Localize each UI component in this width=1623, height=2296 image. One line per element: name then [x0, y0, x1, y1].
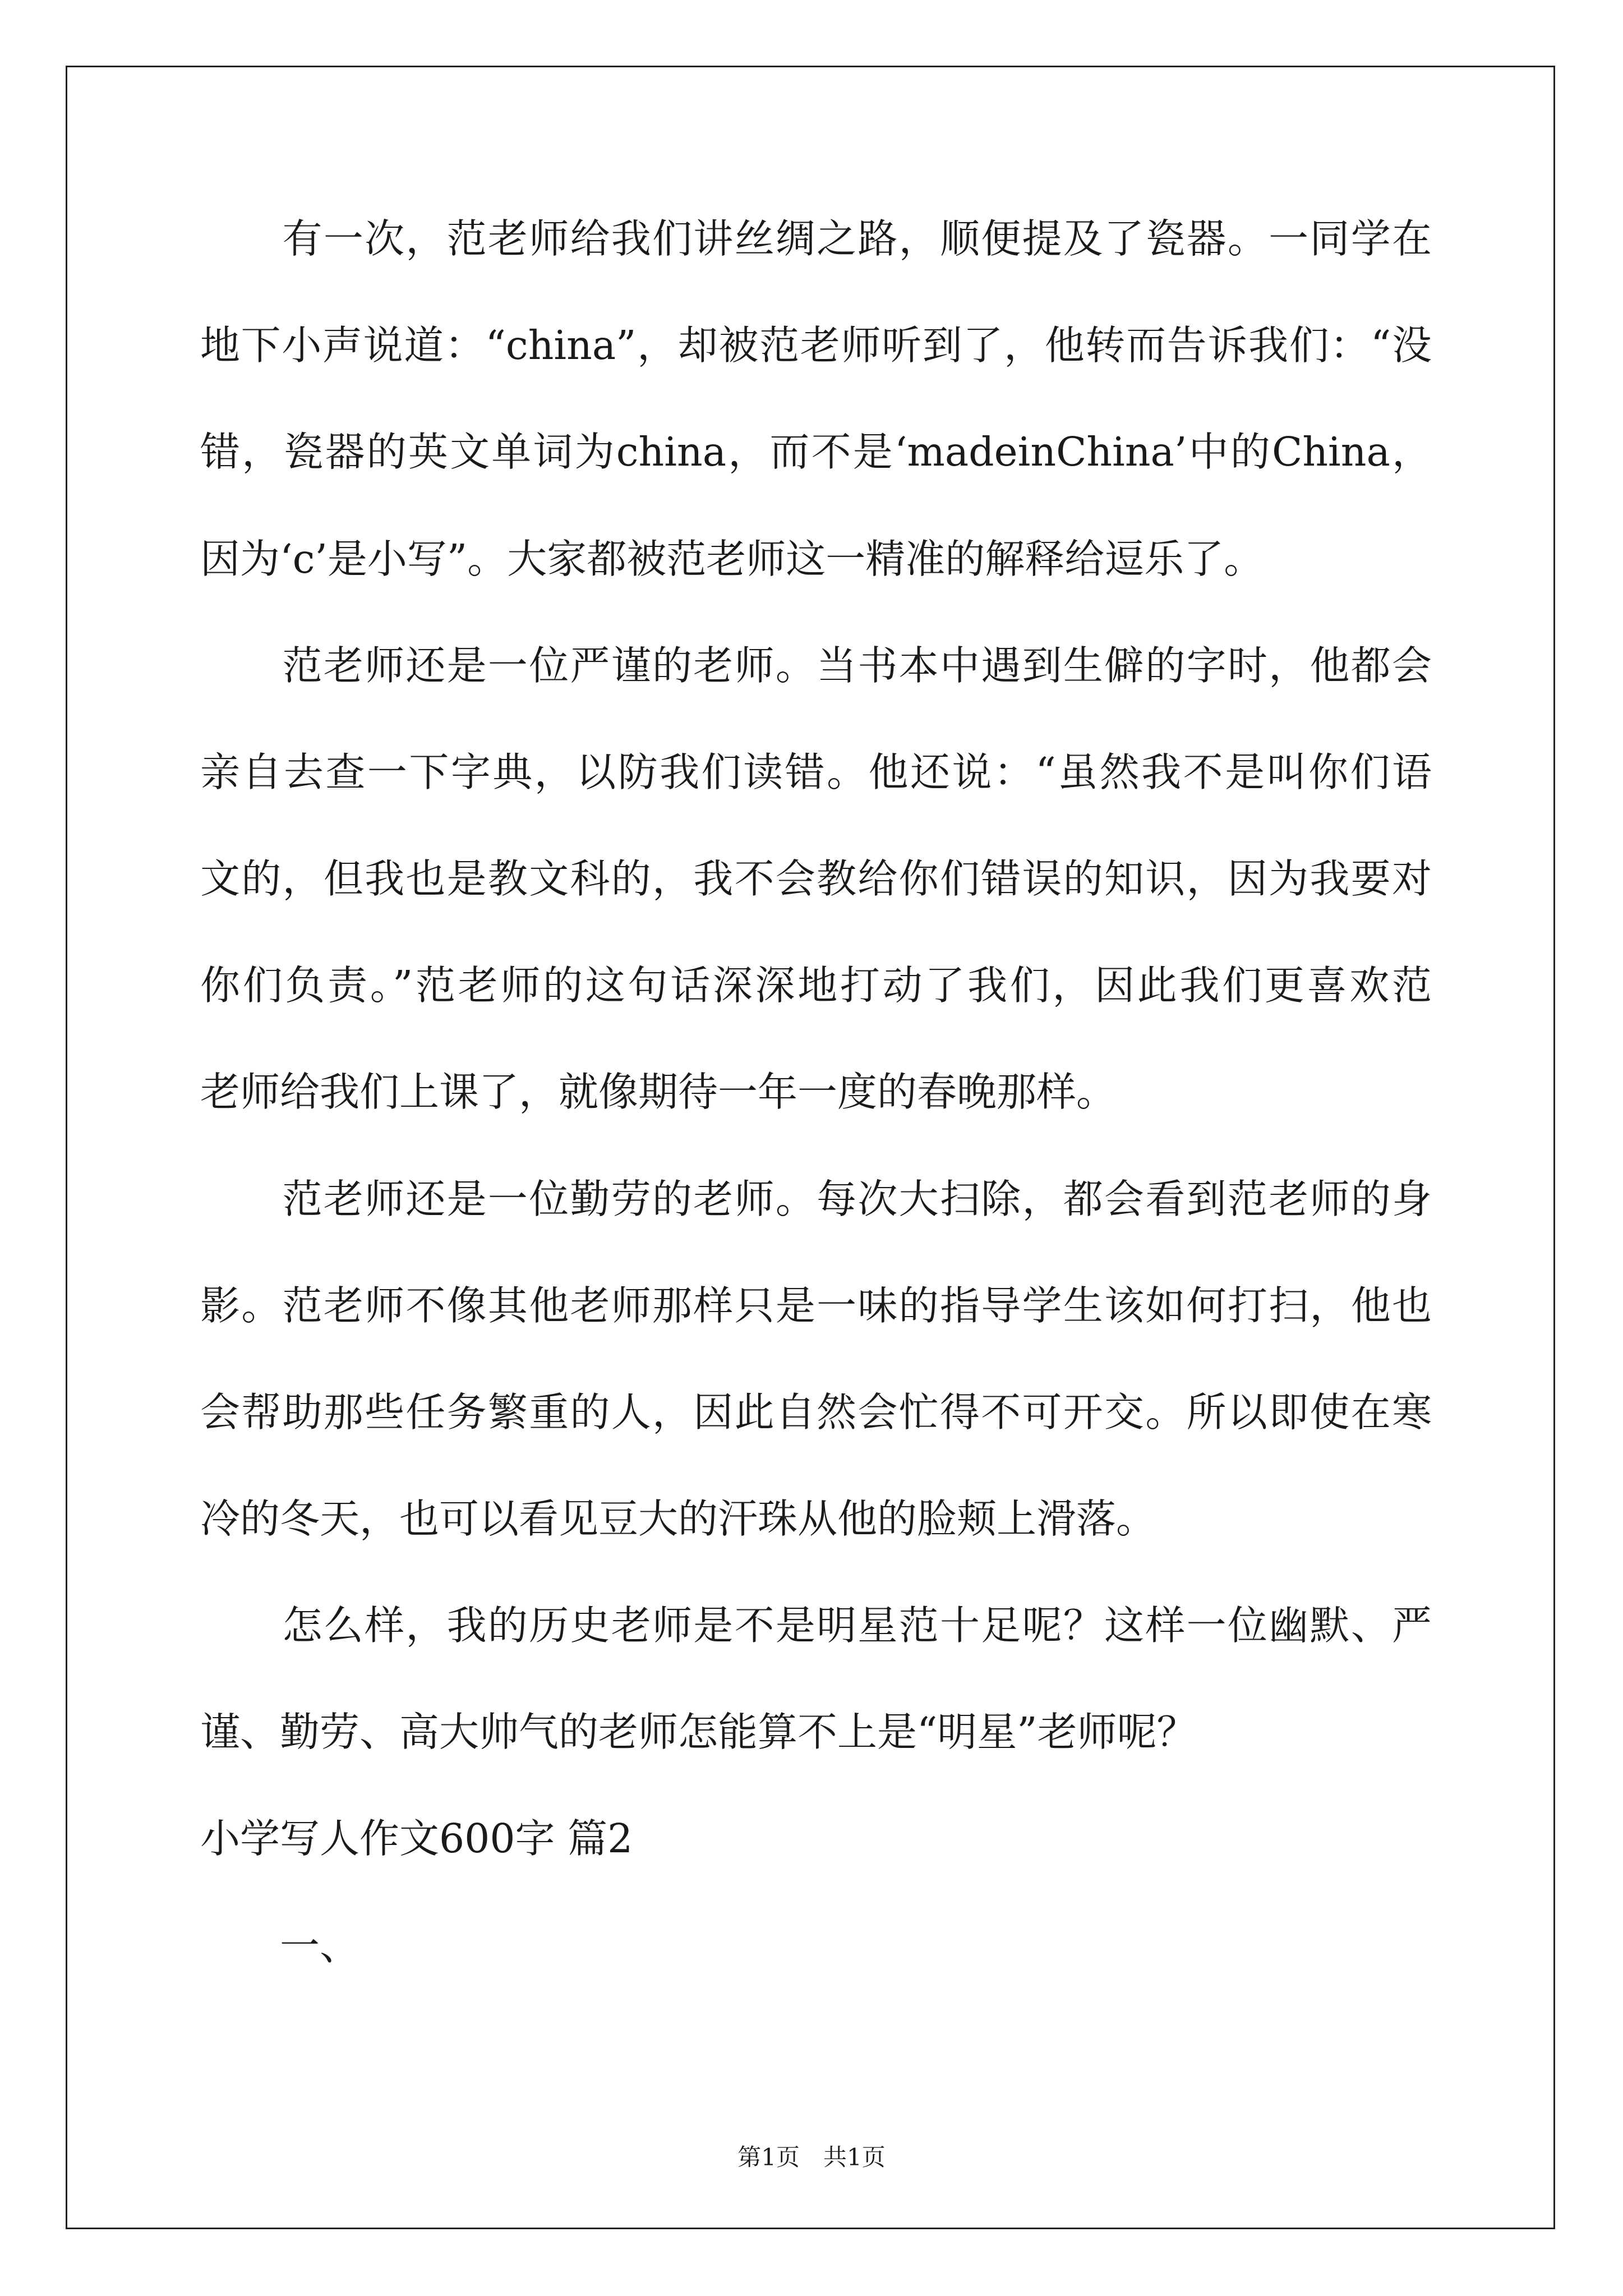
text-line: 谨、勤劳、高大帅气的老师怎能算不上是“明星”老师呢？: [200, 1709, 1197, 1755]
page-border: [66, 66, 1555, 2229]
text-line: 地下小声说道：“china”，却被范老师听到了，他转而告诉我们：“没: [200, 322, 1432, 369]
text-line: 冷的冬天，也可以看见豆大的汗珠从他的脸颊上滑落。: [200, 1496, 1156, 1542]
text-line: 老师给我们上课了，就像期待一年一度的春晚那样。: [200, 1069, 1117, 1115]
text-line: 影。范老师不像其他老师那样只是一味的指导学生该如何打扫，他也: [200, 1282, 1432, 1329]
section-heading: 小学写人作文600字 篇2: [200, 1815, 633, 1862]
text-line: 有一次，范老师给我们讲丝绸之路，顺便提及了瓷器。一同学在: [200, 215, 1432, 262]
text-line: 一、: [200, 1922, 360, 1969]
text-line: 会帮助那些任务繁重的人，因此自然会忙得不可开交。所以即使在寒: [200, 1389, 1432, 1435]
text-line: 范老师还是一位勤劳的老师。每次大扫除，都会看到范老师的身: [200, 1176, 1432, 1222]
text-line: 因为‘c’是小写”。大家都被范老师这一精准的解释给逗乐了。: [200, 536, 1264, 582]
text-line: 怎么样，我的历史老师是不是明星范十足呢？这样一位幽默、严: [200, 1602, 1432, 1649]
text-line: 文的，但我也是教文科的，我不会教给你们错误的知识，因为我要对: [200, 855, 1432, 902]
text-line: 错，瓷器的英文单词为china，而不是‘madeinChina’中的China，: [200, 429, 1432, 475]
text-line: 亲自去查一下字典，以防我们读错。他还说：“虽然我不是叫你们语: [200, 749, 1432, 795]
page-footer: 第1页 共1页: [737, 2143, 886, 2171]
text-line: 范老师还是一位严谨的老师。当书本中遇到生僻的字时，他都会: [200, 642, 1432, 689]
text-line: 你们负责。”范老师的这句话深深地打动了我们，因此我们更喜欢范: [200, 962, 1432, 1009]
